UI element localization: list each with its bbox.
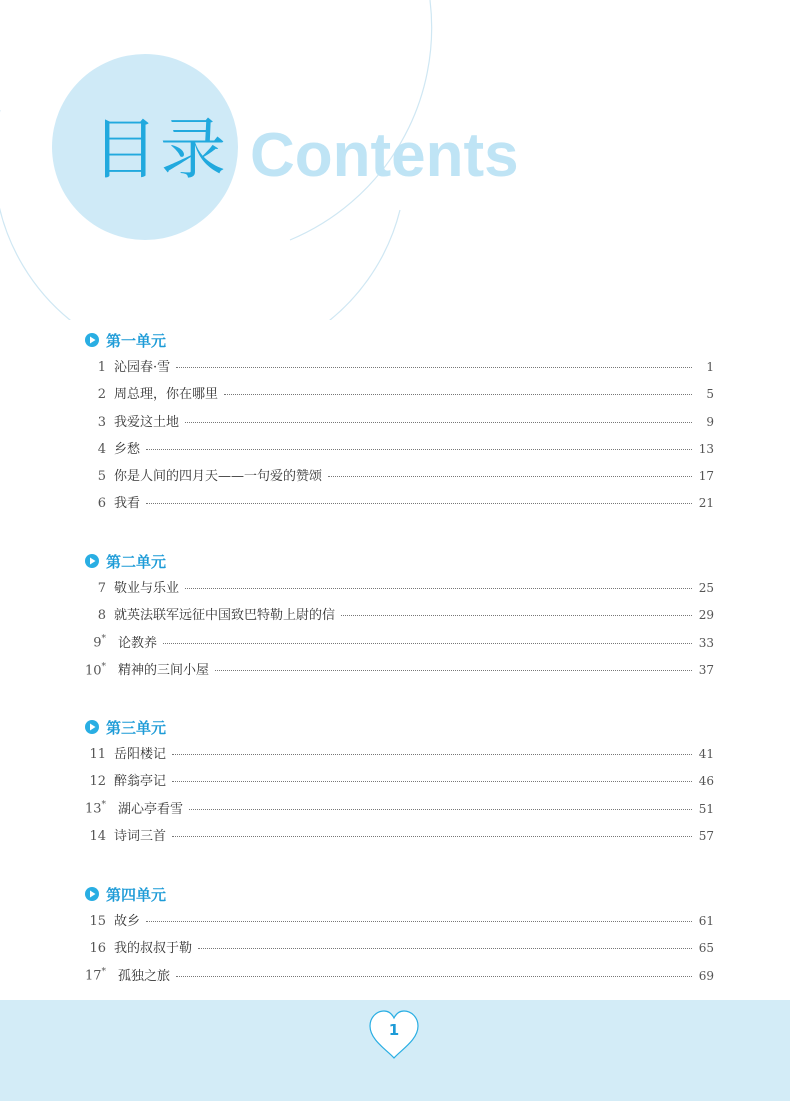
optional-star: *: [101, 661, 106, 672]
toc-entry[interactable]: [84, 356, 714, 383]
toc-entry[interactable]: [84, 825, 714, 852]
dot-leader: [189, 809, 692, 810]
toc-entry[interactable]: [84, 937, 714, 964]
dot-leader: [146, 449, 692, 450]
unit-title: 第二单元: [106, 552, 167, 571]
unit-section-4: [84, 881, 714, 992]
page-number: 33: [698, 635, 714, 650]
dot-leader: [176, 976, 692, 977]
toc-entry[interactable]: [84, 438, 714, 465]
page-number: 29: [698, 608, 714, 623]
lesson-number: 16: [89, 941, 106, 957]
unit-title: 第一单元: [106, 331, 167, 350]
dot-leader: [146, 503, 692, 504]
lesson-title: 沁园春·雪: [114, 360, 171, 375]
toc-entry[interactable]: [84, 743, 714, 770]
play-bullet-icon: [84, 332, 100, 348]
unit-heading: [84, 327, 714, 353]
page-number: 9: [706, 414, 714, 429]
lesson-number: 1: [97, 360, 106, 375]
lesson-title: 周总理，你在哪里: [114, 387, 219, 403]
lesson-title: 孤独之旅: [118, 968, 171, 984]
unit-title: 第四单元: [106, 885, 167, 904]
lesson-number: 17*: [84, 967, 106, 984]
lesson-title: 精神的三间小屋: [118, 662, 210, 678]
lesson-title: 岳阳楼记: [114, 747, 167, 762]
lesson-number: 9*: [93, 634, 106, 651]
page-number: 37: [698, 662, 714, 677]
unit-heading: [84, 714, 714, 740]
play-bullet-icon: [84, 886, 100, 902]
dot-leader: [185, 588, 692, 589]
lesson-title: 故乡: [114, 914, 141, 929]
lesson-title: 湖心亭看雪: [118, 801, 184, 817]
dot-leader: [163, 643, 692, 644]
dot-leader: [185, 422, 692, 423]
lesson-number: 11: [89, 747, 106, 762]
dot-leader: [176, 367, 692, 368]
toc-entry[interactable]: [84, 577, 714, 604]
page-number: 41: [698, 747, 714, 761]
page-number: 61: [698, 914, 714, 928]
toc-entry[interactable]: [84, 770, 714, 797]
lesson-number: 7: [97, 581, 106, 596]
lesson-number: 10*: [84, 661, 106, 678]
page-number: 65: [698, 941, 714, 956]
page-number: 17: [698, 469, 714, 484]
toc-entry[interactable]: [84, 632, 714, 659]
page-number: 21: [698, 496, 714, 511]
unit-heading: [84, 881, 714, 907]
page-number: 57: [698, 828, 714, 843]
lesson-title: 我爱这土地: [114, 414, 180, 430]
lesson-title: 乡愁: [114, 441, 141, 457]
lesson-number: 15: [89, 914, 106, 929]
lesson-number: 6: [97, 496, 106, 512]
title-chinese: 目录: [92, 111, 228, 188]
lesson-number: 5: [97, 469, 106, 485]
dot-leader: [146, 921, 692, 922]
optional-star: *: [101, 800, 106, 811]
lesson-title: 醉翁亭记: [114, 774, 167, 790]
lesson-title: 论教养: [118, 635, 158, 651]
lesson-number: 3: [97, 414, 106, 430]
lesson-number: 8: [97, 608, 106, 624]
toc-entry[interactable]: [84, 411, 714, 438]
unit-section-1: [84, 327, 714, 520]
dot-leader: [328, 476, 692, 477]
page-number: 25: [698, 581, 714, 595]
unit-section-3: [84, 714, 714, 852]
toc-entry[interactable]: [84, 492, 714, 519]
dot-leader: [341, 615, 692, 616]
lesson-title: 就英法联军远征中国致巴特勒上尉的信: [114, 608, 336, 624]
dot-leader: [198, 948, 692, 949]
page-number: 1: [706, 360, 714, 374]
lesson-number: 4: [97, 441, 106, 457]
unit-heading: [84, 548, 714, 574]
lesson-number: 12: [89, 774, 106, 790]
page-number: 5: [706, 387, 714, 402]
optional-star: *: [101, 634, 106, 645]
play-bullet-icon: [84, 553, 100, 569]
page-number: 51: [698, 801, 714, 816]
page-number: 13: [698, 441, 714, 456]
page-number: 69: [698, 968, 714, 983]
lesson-title: 我看: [114, 496, 141, 512]
toc-entry[interactable]: [84, 604, 714, 631]
dot-leader: [172, 836, 692, 837]
dot-leader: [172, 754, 692, 755]
toc-entry[interactable]: [84, 659, 714, 686]
dot-leader: [224, 394, 692, 395]
play-bullet-icon: [84, 719, 100, 735]
page-number: 46: [698, 774, 714, 789]
toc-entry[interactable]: [84, 383, 714, 410]
unit-title: 第三单元: [106, 718, 167, 737]
optional-star: *: [101, 967, 106, 978]
lesson-title: 诗词三首: [114, 828, 167, 844]
dot-leader: [172, 781, 692, 782]
title-english: Contents: [250, 121, 519, 190]
lesson-number: 14: [89, 828, 106, 844]
footer-page-number: 1: [388, 1021, 400, 1039]
toc-entry[interactable]: [84, 910, 714, 937]
lesson-title: 你是人间的四月天——一句爱的赞颂: [114, 469, 323, 485]
toc-entry[interactable]: [84, 965, 714, 992]
toc-entry[interactable]: [84, 465, 714, 492]
lesson-number: 13*: [84, 800, 106, 817]
unit-section-2: [84, 548, 714, 686]
lesson-title: 我的叔叔于勒: [114, 941, 193, 957]
lesson-number: 2: [97, 387, 106, 403]
lesson-title: 敬业与乐业: [114, 581, 180, 596]
toc-entry[interactable]: [84, 798, 714, 825]
dot-leader: [215, 670, 692, 671]
